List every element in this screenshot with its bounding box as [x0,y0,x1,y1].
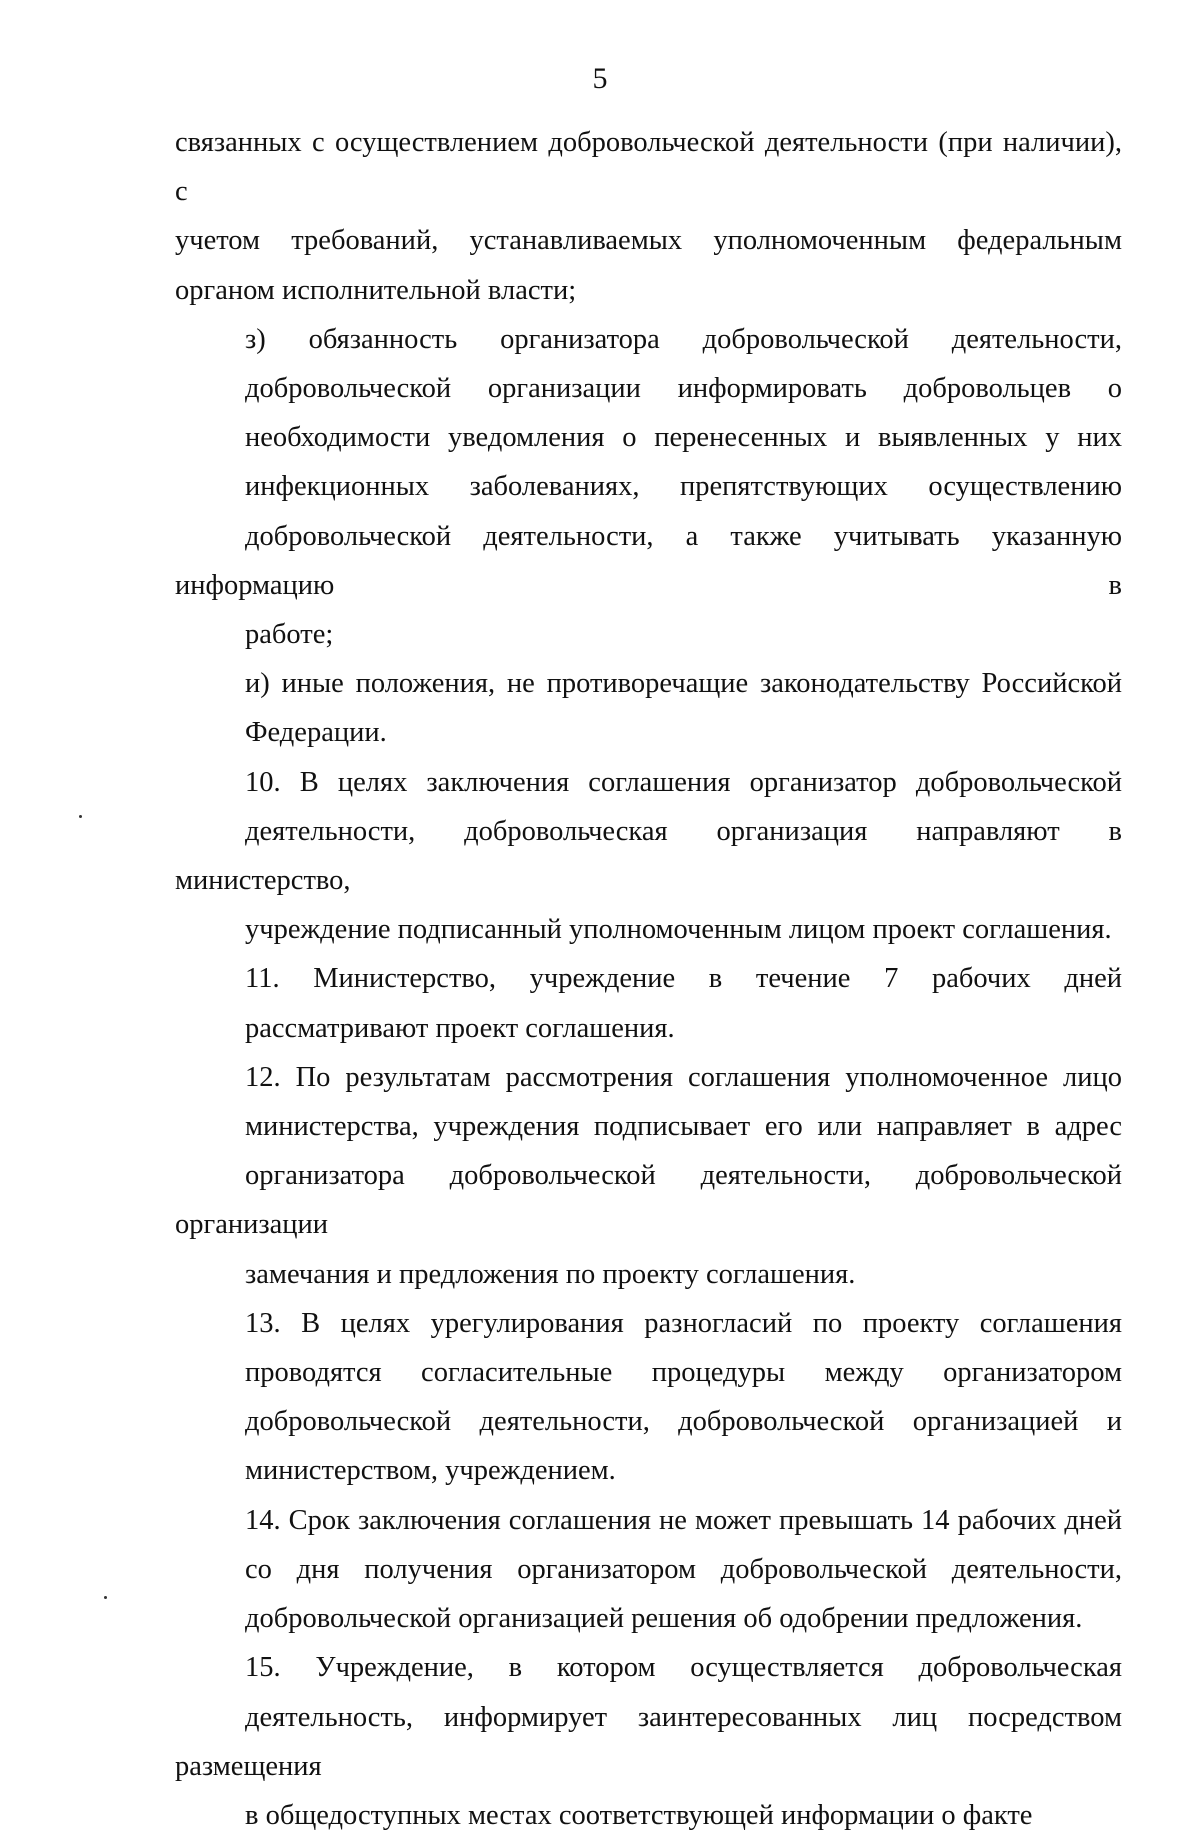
text-line: добровольческой организации информировать добровольцев о [245,373,1122,405]
paragraph-p5 [175,954,1122,1052]
text-line: деятельность, информирует заинтересованных лиц посредством размещения [175,1701,1122,1782]
paragraph-p8 [175,1496,1122,1644]
text-line: проводятся согласительные процедуры между организатором [245,1357,1122,1389]
scan-speck [79,815,82,818]
text-line: Федерации. [245,717,387,749]
text-line: министерством, учреждением. [245,1455,616,1487]
text-line: добровольческой деятельности, а также учитывать указанную информацию в [175,520,1122,601]
text-line: организатора добровольческой деятельности, добровольческой организации [175,1160,1122,1241]
paragraph-p6 [175,1053,1122,1299]
text-line: 15. Учреждение, в котором осуществляется добровольческая [245,1652,1122,1684]
scan-speck [104,1596,107,1599]
text-line: добровольческой организацией решения об одобрении предложения. [245,1603,1083,1635]
text-line: 10. В целях заключения соглашения организатор добровольческой [245,766,1122,798]
text-line: учреждение подписанный уполномоченным лицом проект соглашения. [245,914,1112,946]
text-line: 12. По результатам рассмотрения соглашения уполномоченное лицо [245,1061,1122,1093]
text-line: 13. В целях урегулирования разногласий по проекту соглашения [245,1307,1122,1339]
text-line: 14. Срок заключения соглашения не может превышать 14 рабочих дней [245,1504,1122,1536]
paragraph-p1 [175,118,1122,315]
paragraph-p9 [175,1643,1122,1840]
paragraph-p2 [175,315,1122,659]
text-line: работе; [245,619,334,651]
text-line: замечания и предложения по проекту соглашения. [245,1258,856,1290]
text-line: добровольческой деятельности, добровольческой организацией и [245,1406,1122,1438]
text-line: з) обязанность организатора добровольческой деятельности, [245,323,1122,355]
text-line: министерства, учреждения подписывает его или направляет в адрес [245,1111,1122,1143]
text-line: связанных с осуществлением добровольческой деятельности (при наличии), с [175,127,1122,208]
text-line: рассматривают проект соглашения. [245,1012,675,1044]
text-line: инфекционных заболеваниях, препятствующих осуществлению [245,471,1122,503]
paragraph-p7 [175,1299,1122,1496]
paragraph-p3 [175,659,1122,757]
text-line: деятельности, добровольческая организация направляют в министерство, [175,815,1122,897]
text-line: и) иные положения, не противоречащие законодательству Российской [245,668,1122,700]
text-line: 11. Министерство, учреждение в течение 7 рабочих дней [245,963,1122,995]
text-line: органом исполнительной власти; [175,274,577,306]
document-body [175,118,1122,1840]
text-line: необходимости уведомления о перенесенных и выявленных у них [245,422,1122,454]
paragraph-p4 [175,758,1122,955]
text-line: в общедоступных местах соответствующей информации о факте [245,1799,1033,1831]
text-line: со дня получения организатором добровольческой деятельности, [245,1553,1122,1585]
text-line: учетом требований, устанавливаемых уполномоченным федеральным [175,225,1122,257]
page-number: 5 [592,62,608,95]
